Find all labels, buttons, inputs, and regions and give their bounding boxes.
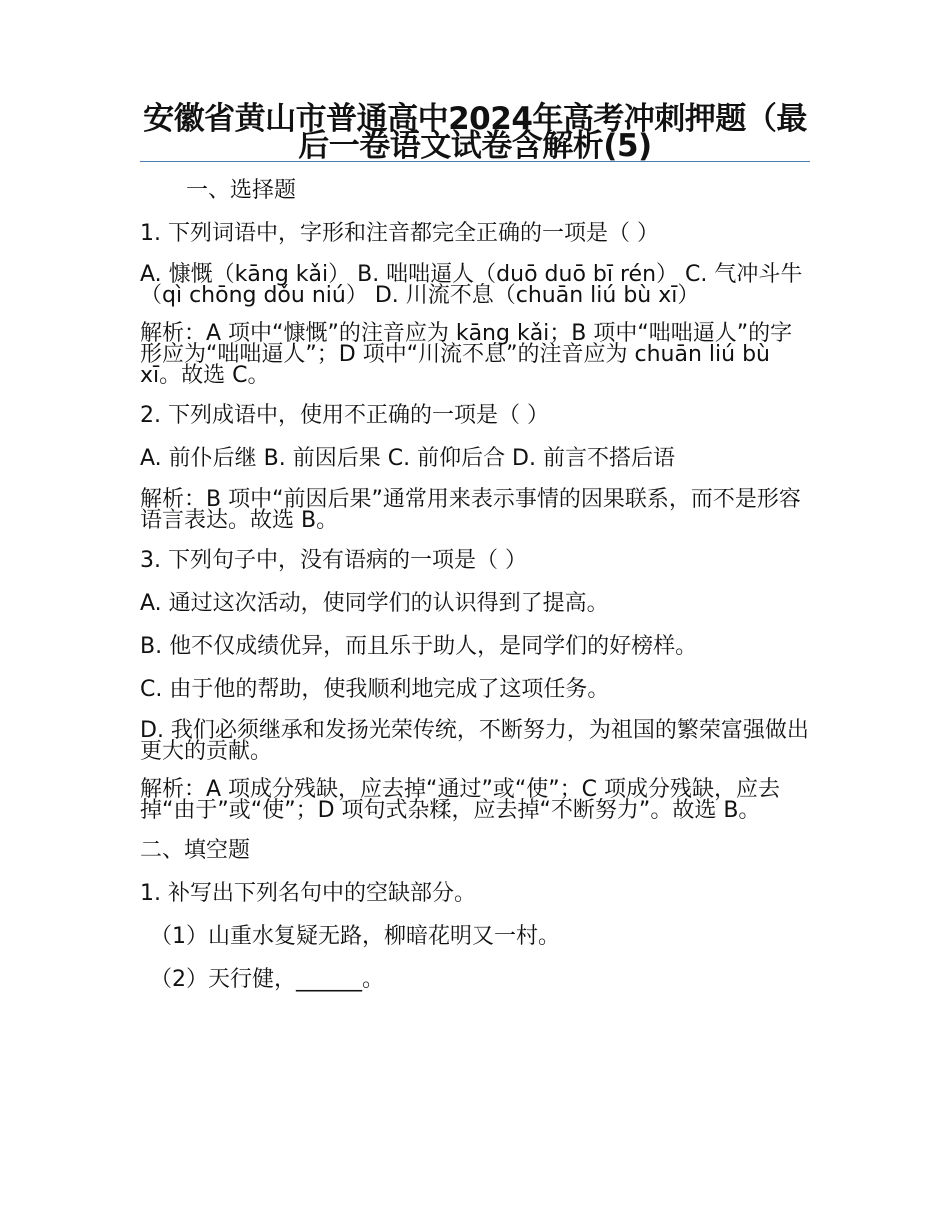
document-body	[140, 178, 810, 1010]
fill-question-1-item-1: （1）山重水复疑无路，柳暗花明又一村。	[150, 924, 560, 949]
question-3-option-c: C. 由于他的帮助，使我顺利地完成了这项任务。	[140, 677, 610, 702]
title-underline	[140, 161, 810, 162]
question-3: 3. 下列句子中，没有语病的一项是（ ）	[140, 548, 527, 573]
question-1-options: A. 慷慨（kāng kǎi） B. 咄咄逼人（duō duō bī rén） C. 气冲斗牛（qì chōng dǒu niú） D. 川流不息（chuān liú bù xī）	[140, 262, 803, 308]
question-2-options: A. 前仆后继 B. 前因后果 C. 前仰后合 D. 前言不搭后语	[140, 446, 675, 471]
question-1: 1. 下列词语中，字形和注音都完全正确的一项是（ ）	[140, 221, 659, 246]
question-3-analysis: 解析：A 项成分残缺，应去掉“通过”或“使”；C 项成分残缺，应去掉“由于”或“使”；D 项句式杂糅，应去掉“不断努力”。故选 B。	[140, 777, 780, 823]
fill-question-1: 1. 补写出下列名句中的空缺部分。	[140, 881, 476, 906]
fill-question-1-item-2: （2）天行健，______。	[150, 967, 384, 992]
question-2-analysis: 解析：B 项中“前因后果”通常用来表示事情的因果联系，而不是形容语言表达。故选 B。	[140, 487, 801, 533]
question-3-option-d: D. 我们必须继承和发扬光荣传统，不断努力，为祖国的繁荣富强做出更大的贡献。	[140, 718, 809, 764]
title-block	[140, 101, 810, 164]
section-heading-fill: 二、填空题	[140, 838, 251, 863]
section-heading-choice: 一、选择题	[186, 178, 297, 203]
question-3-option-b: B. 他不仅成绩优异，而且乐于助人，是同学们的好榜样。	[140, 634, 698, 659]
document-title: 安徽省黄山市普通高中2024年高考冲刺押题（最后一卷语文试卷含解析(5)	[143, 101, 807, 164]
question-2: 2. 下列成语中，使用不正确的一项是（ ）	[140, 403, 549, 428]
question-3-option-a: A. 通过这次活动，使同学们的认识得到了提高。	[140, 591, 609, 616]
question-1-analysis: 解析：A 项中“慷慨”的注音应为 kāng kǎi；B 项中“咄咄逼人”的字形应为“咄咄逼人”；D 项中“川流不息”的注音应为 chuān liú bù xī。故选 C。	[140, 321, 793, 388]
